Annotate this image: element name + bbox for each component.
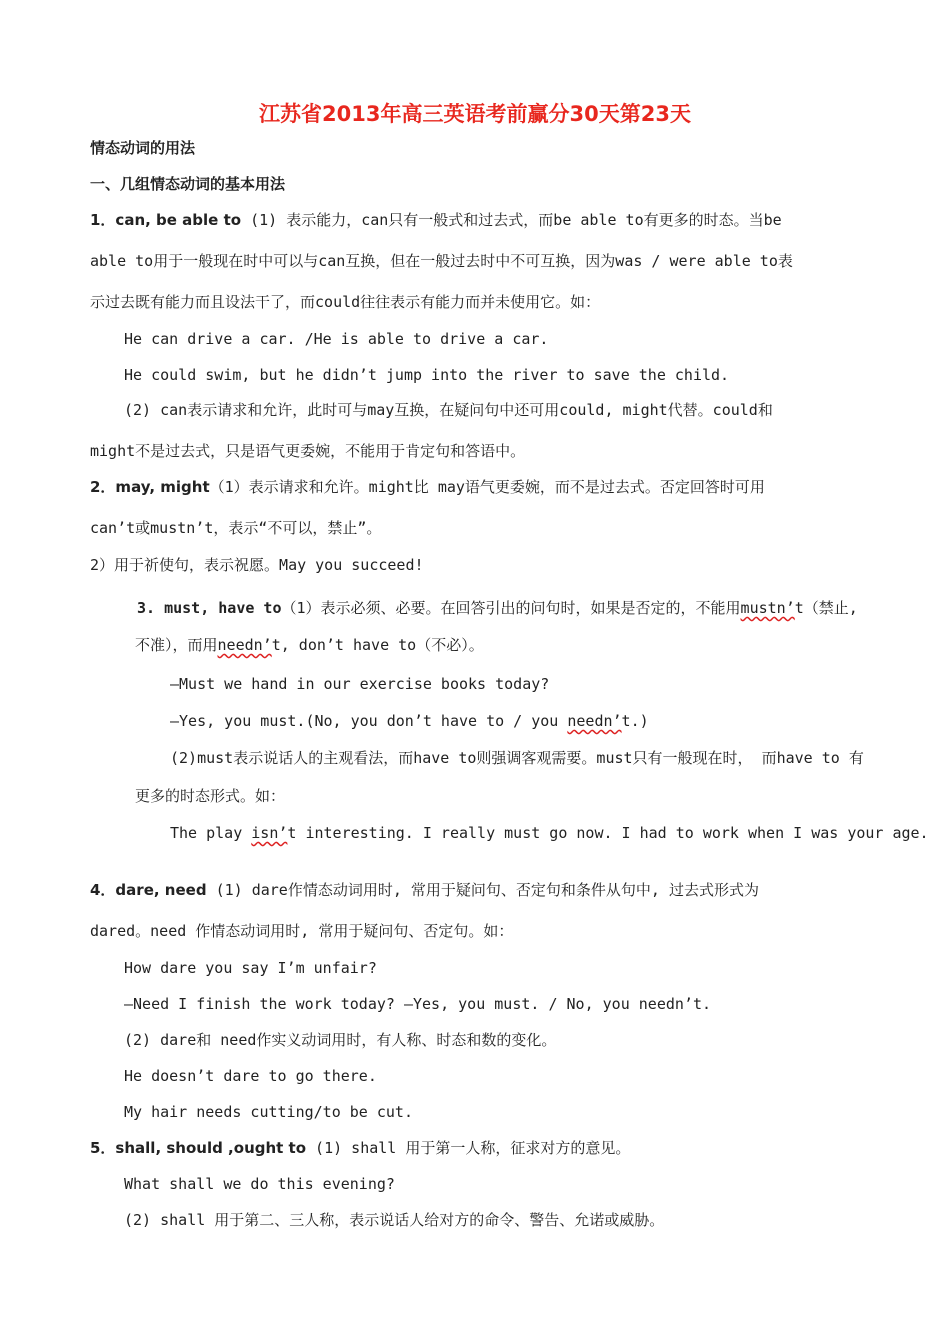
section-3-line-1	[137, 598, 858, 618]
section-4-line-2: dared。need 作情态动词用时, 常用于疑问句、否定句。如：	[90, 922, 514, 940]
section-2-line-3: 2）用于祈使句，表示祝愿。May you succeed!	[90, 556, 424, 574]
section-4-label: 4．dare, need	[90, 881, 207, 899]
section-1-line-4: (2) can表示请求和允许，此时可与may互换，在疑问句中还可用could, might代替。could和	[124, 401, 773, 419]
heading-modal-verbs: 情态动词的用法	[90, 139, 196, 157]
section-1-text: (1) 表示能力，can只有一般式和过去式，而be able to有更多的时态。当be	[250, 211, 782, 229]
section-3-example-2-end: t.)	[621, 712, 649, 730]
section-3-text-3: 不准），而用	[135, 636, 218, 654]
section-1-line-3: 示过去既有能力而且设法干了，而could往往表示有能力而并未使用它。如：	[90, 293, 601, 311]
section-3-example-2-neednt: needn’	[567, 712, 622, 730]
section-3-line-4: 更多的时态形式。如：	[135, 787, 286, 805]
section-4-example-4: My hair needs cutting/to be cut.	[124, 1103, 413, 1121]
section-2-text: （1）表示请求和允许。might比 may语气更委婉，而不是过去式。否定回答时可用	[209, 478, 765, 496]
section-3-example-3-end: t interesting. I really must go now. I had to work when I was your age.	[287, 824, 929, 842]
section-3-word-neednt: needn’	[217, 636, 272, 654]
section-2-label: 2．may, might	[90, 478, 210, 496]
section-4-example-2: —Need I finish the work today? —Yes, you must. / No, you needn’t.	[124, 995, 711, 1013]
section-1-label: 1．can, be able to	[90, 211, 242, 229]
section-3-word-mustnt: mustn’	[740, 599, 795, 617]
section-2-line-2: can’t或mustn’t，表示“不可以，禁止”。	[90, 519, 382, 537]
section-3-example-3-text: The play	[170, 824, 252, 842]
heading-section-one: 一、几组情态动词的基本用法	[90, 175, 286, 193]
section-3-example-1: —Must we hand in our exercise books today?	[170, 675, 550, 693]
section-2-line-1	[90, 477, 870, 497]
section-3-line-3: (2)must表示说话人的主观看法，而have to则强调客观需要。must只有一般现在时， 而have to 有	[170, 749, 864, 767]
section-1-line-5: might不是过去式，只是语气更委婉，不能用于肯定句和答语中。	[90, 442, 526, 460]
section-4-example-1: How dare you say I’m unfair?	[124, 959, 377, 977]
section-3-example-3	[170, 823, 929, 843]
section-3-example-2-text: —Yes, you must.(No, you don’t have to / you	[170, 712, 568, 730]
section-3-text-2: t（禁止,	[794, 599, 858, 617]
page-title: 江苏省2013年高三英语考前赢分30天第23天	[259, 102, 691, 126]
section-4-line-1	[90, 880, 870, 900]
section-3-example-2	[170, 711, 649, 731]
section-1-line-1	[90, 210, 870, 230]
section-3-line-2	[135, 635, 484, 655]
section-5-label: 5．shall, should ,ought to	[90, 1139, 307, 1157]
section-3-text-5: t have to（不必）。	[334, 636, 484, 654]
section-5-text: (1) shall 用于第一人称，征求对方的意见。	[306, 1139, 631, 1157]
section-4-line-3: (2) dare和 need作实义动词用时，有人称、时态和数的变化。	[124, 1031, 557, 1049]
section-3-example-3-isnt: isn’	[251, 824, 288, 842]
section-5-example-1: What shall we do this evening?	[124, 1175, 395, 1193]
section-5-line-1	[90, 1138, 870, 1158]
section-1-example-1: He can drive a car. /He is able to drive a car.	[124, 330, 549, 348]
section-4-text: (1) dare作情态动词用时, 常用于疑问句、否定句和条件从句中, 过去式形式为	[206, 881, 759, 899]
section-3-label: 3. must, have to	[137, 599, 282, 617]
section-5-line-2: (2) shall 用于第二、三人称，表示说话人给对方的命令、警告、允诺或威胁。	[124, 1211, 665, 1229]
section-1-example-2: He could swim, but he didn’t jump into the river to save the child.	[124, 366, 730, 384]
section-3-text-4: t, don’	[271, 636, 335, 654]
section-3-text-1: （1）表示必须、必要。在回答引出的问句时，如果是否定的，不能用	[281, 599, 741, 617]
section-1-line-2: able to用于一般现在时中可以与can互换，但在一般过去时中不可互换，因为was / were able to表	[90, 252, 793, 270]
section-4-example-3: He doesn’t dare to go there.	[124, 1067, 377, 1085]
